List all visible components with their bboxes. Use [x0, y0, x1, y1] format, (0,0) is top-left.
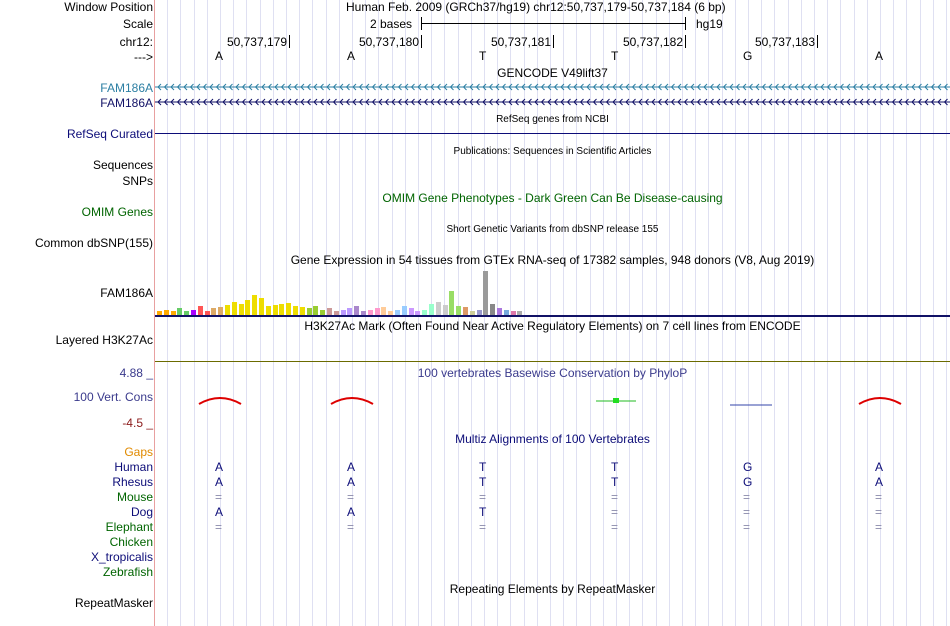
omim-genes-label[interactable]: OMIM Genes: [81, 205, 153, 219]
species-label[interactable]: Zebrafish: [102, 565, 153, 579]
layered-h3k27ac-label[interactable]: Layered H3K27Ac: [55, 333, 153, 347]
alignment-base: T: [479, 475, 487, 489]
gtex-tissue-bar[interactable]: [232, 302, 237, 315]
alignment-base: =: [611, 505, 619, 519]
refseq-gene-line[interactable]: [155, 133, 950, 134]
phylop-label[interactable]: 100 Vert. Cons: [73, 390, 153, 404]
gtex-tissue-bar[interactable]: [443, 305, 448, 315]
alignment-base: =: [215, 490, 223, 504]
ruler-position-label: 50,737,180: [358, 35, 419, 49]
phylop-positive-mark[interactable]: [613, 398, 619, 403]
window-position-value: Human Feb. 2009 (GRCh37/hg19) chr12:50,737,179-50,737,184 (6 bp): [346, 0, 726, 14]
alignment-base: G: [743, 460, 753, 474]
gtex-tissue-bar[interactable]: [211, 308, 216, 315]
alignment-base: T: [479, 460, 487, 474]
alignment-base: T: [611, 460, 619, 474]
ruler-position-label: 50,737,181: [490, 35, 551, 49]
ruler-position-label: 50,737,182: [622, 35, 683, 49]
scale-bar-right-tick: [685, 17, 686, 30]
gtex-track-title: Gene Expression in 54 tissues from GTEx RNA-seq of 17382 samples, 948 donors (V8, Aug 2019): [290, 253, 815, 267]
repeatmasker-track-title: Repeating Elements by RepeatMasker: [449, 582, 656, 596]
snps-label[interactable]: SNPs: [122, 174, 153, 188]
alignment-base: =: [875, 505, 883, 519]
gaps-label[interactable]: Gaps: [124, 445, 153, 459]
gtex-bar-graph[interactable]: [155, 268, 950, 316]
sequences-label[interactable]: Sequences: [92, 158, 153, 172]
gtex-tissue-bar[interactable]: [463, 307, 468, 315]
alignment-base: G: [743, 475, 753, 489]
gtex-tissue-bar[interactable]: [354, 306, 359, 315]
alignment-base: =: [611, 490, 619, 504]
gtex-tissue-bar[interactable]: [347, 308, 352, 315]
alignment-base: T: [611, 475, 619, 489]
sequence-base: A: [875, 49, 884, 63]
gtex-tissue-bar[interactable]: [273, 305, 278, 315]
gtex-tissue-bar[interactable]: [313, 306, 318, 315]
species-label[interactable]: Mouse: [116, 490, 153, 504]
publications-track-title: Publications: Sequences in Scientific Articles: [453, 146, 652, 157]
ruler-tick: [685, 35, 686, 48]
gtex-tissue-bar[interactable]: [239, 304, 244, 315]
omim-track-title: OMIM Gene Phenotypes - Dark Green Can Be Disease-causing: [382, 191, 723, 205]
gencode-gene-features[interactable]: [155, 80, 950, 110]
ruler-position-label: 50,737,183: [754, 35, 815, 49]
scale-value: 2 bases: [370, 17, 413, 31]
gtex-tissue-bar[interactable]: [286, 303, 291, 315]
gtex-tissue-bar[interactable]: [483, 271, 488, 315]
scale-bar: [421, 23, 685, 24]
common-dbsnp-label[interactable]: Common dbSNP(155): [34, 236, 153, 250]
alignment-base: A: [215, 475, 224, 489]
h3k27ac-signal-line[interactable]: [155, 361, 950, 362]
phylop-track-title: 100 vertebrates Basewise Conservation by PhyloP: [417, 366, 688, 380]
scale-assembly: hg19: [696, 17, 723, 31]
gencode-track-title: GENCODE V49lift37: [497, 66, 608, 80]
gtex-tissue-bar[interactable]: [307, 308, 312, 315]
alignment-base: T: [479, 505, 487, 519]
ruler-tick: [817, 35, 818, 48]
alignment-base: A: [347, 505, 356, 519]
gtex-tissue-bar[interactable]: [279, 304, 284, 315]
gtex-gene-label[interactable]: FAM186A: [100, 286, 153, 300]
sequence-base: A: [347, 49, 356, 63]
gtex-tissue-bar[interactable]: [245, 300, 250, 315]
species-label[interactable]: X_tropicalis: [90, 550, 153, 564]
gencode-item-2-label[interactable]: FAM186A: [100, 96, 153, 110]
sequence-base: G: [743, 49, 753, 63]
phylop-positive-peak[interactable]: [859, 398, 901, 404]
gtex-tissue-bar[interactable]: [266, 306, 271, 315]
alignment-base: A: [875, 460, 884, 474]
phylop-conservation-graph[interactable]: [155, 392, 950, 412]
window-position-label: Window Position: [64, 0, 153, 14]
gencode-item-1-label[interactable]: FAM186A: [100, 81, 153, 95]
alignment-base: =: [743, 520, 751, 534]
alignment-base: =: [611, 520, 619, 534]
gtex-tissue-bar[interactable]: [436, 302, 441, 315]
gtex-tissue-bar[interactable]: [300, 307, 305, 315]
gtex-tissue-bar[interactable]: [381, 307, 386, 315]
phylop-min-value: -4.5 _: [122, 416, 153, 430]
ruler-tick: [553, 35, 554, 48]
ruler-tick: [289, 35, 290, 48]
refseq-curated-label[interactable]: RefSeq Curated: [66, 127, 153, 141]
gtex-tissue-bar[interactable]: [497, 308, 502, 315]
chromosome-label: chr12:: [119, 35, 153, 49]
alignment-base: =: [215, 520, 223, 534]
alignment-base: =: [875, 520, 883, 534]
gtex-tissue-bar[interactable]: [409, 308, 414, 315]
species-label[interactable]: Dog: [130, 505, 153, 519]
repeatmasker-label[interactable]: RepeatMasker: [74, 596, 153, 610]
alignment-base: =: [347, 520, 355, 534]
gtex-tissue-bar[interactable]: [375, 308, 380, 315]
gtex-tissue-bar[interactable]: [198, 306, 203, 315]
sequence-base: T: [479, 49, 487, 63]
gtex-tissue-bar[interactable]: [225, 305, 230, 315]
gtex-tissue-bar[interactable]: [456, 306, 461, 315]
species-label[interactable]: Chicken: [109, 535, 153, 549]
species-label[interactable]: Human: [114, 460, 153, 474]
phylop-max-value: 4.88 _: [119, 366, 153, 380]
alignment-base: =: [347, 490, 355, 504]
alignment-base: =: [743, 505, 751, 519]
scale-label: Scale: [122, 17, 153, 31]
gtex-tissue-bar[interactable]: [259, 298, 264, 315]
alignment-base: =: [479, 520, 487, 534]
alignment-base: A: [347, 475, 356, 489]
ruler-position-label: 50,737,179: [226, 35, 287, 49]
species-label[interactable]: Elephant: [105, 520, 153, 534]
alignment-base: =: [743, 490, 751, 504]
alignment-base: A: [215, 460, 224, 474]
gtex-tissue-bar[interactable]: [449, 291, 454, 315]
sequence-base: A: [215, 49, 224, 63]
dbsnp-track-title: Short Genetic Variants from dbSNP release 155: [446, 224, 659, 235]
alignment-base: =: [479, 490, 487, 504]
gtex-baseline: [155, 315, 950, 317]
phylop-positive-peak[interactable]: [331, 398, 373, 404]
ruler-tick: [421, 35, 422, 48]
strand-label: --->: [134, 50, 153, 64]
gtex-tissue-bar[interactable]: [327, 308, 332, 315]
gtex-tissue-bar[interactable]: [429, 304, 434, 315]
h3k27ac-track-title: H3K27Ac Mark (Often Found Near Active Regulatory Elements) on 7 cell lines from ENCODE: [304, 319, 801, 333]
alignment-base: A: [347, 460, 356, 474]
gtex-tissue-bar[interactable]: [218, 307, 223, 315]
alignment-base: A: [875, 475, 884, 489]
scale-bar-left-tick: [421, 17, 422, 30]
gtex-tissue-bar[interactable]: [402, 306, 407, 315]
species-label[interactable]: Rhesus: [112, 475, 153, 489]
gtex-tissue-bar[interactable]: [293, 306, 298, 315]
phylop-positive-peak[interactable]: [199, 398, 241, 404]
gtex-tissue-bar[interactable]: [177, 308, 182, 315]
alignment-base: A: [215, 505, 224, 519]
refseq-track-title: RefSeq genes from NCBI: [496, 114, 609, 125]
alignment-base: =: [875, 490, 883, 504]
gtex-tissue-bar[interactable]: [490, 304, 495, 315]
gtex-tissue-bar[interactable]: [252, 295, 257, 315]
sequence-base: T: [611, 49, 619, 63]
multiz-track-title: Multiz Alignments of 100 Vertebrates: [455, 432, 650, 446]
